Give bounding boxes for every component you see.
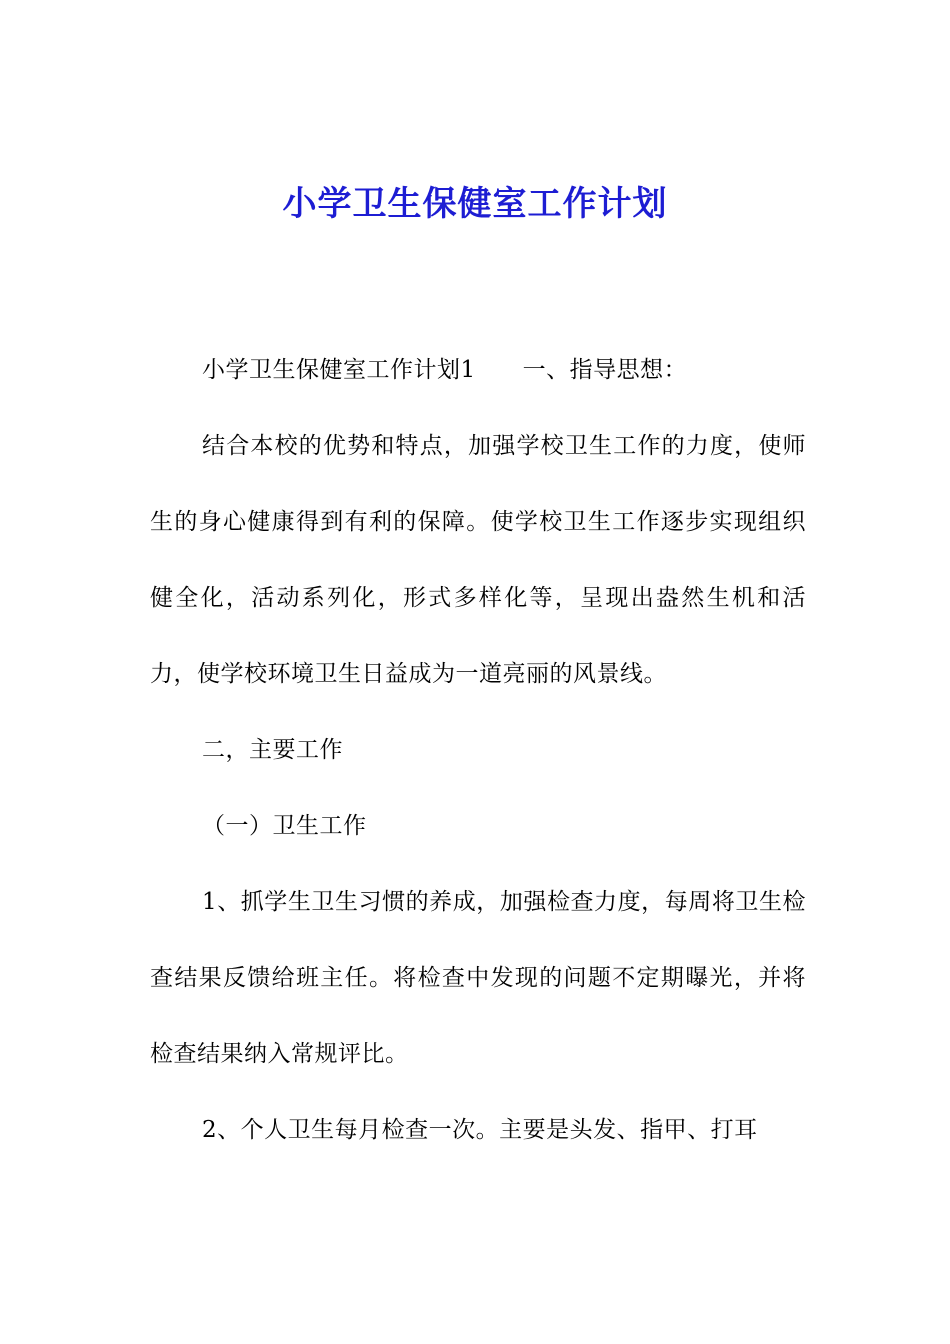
paragraph-item-1: 1、抓学生卫生习惯的养成，加强检查力度，每周将卫生检查结果反馈给班主任。将检查中发现的问题不定期曝光，并将检查结果纳入常规评比。 [150,889,806,1067]
document-title: 小学卫生保健室工作计划 [282,184,668,224]
document-body [150,332,806,1168]
paragraph-main-work-heading: 二，主要工作 [202,737,343,763]
paragraph-intro-heading: 小学卫生保健室工作计划1 一、指导思想： [202,357,688,383]
paragraph-hygiene-work-heading: （一）卫生工作 [202,813,367,839]
paragraph-item-2: 2、个人卫生每月检查一次。主要是头发、指甲、打耳 [202,1117,758,1143]
paragraph-guiding-ideology: 结合本校的优势和特点，加强学校卫生工作的力度，使师生的身心健康得到有利的保障。使学校卫生工作逐步实现组织健全化，活动系列化，形式多样化等，呈现出盎然生机和活力，使学校环境卫生日益成为一道亮丽的风景线。 [150,433,806,687]
